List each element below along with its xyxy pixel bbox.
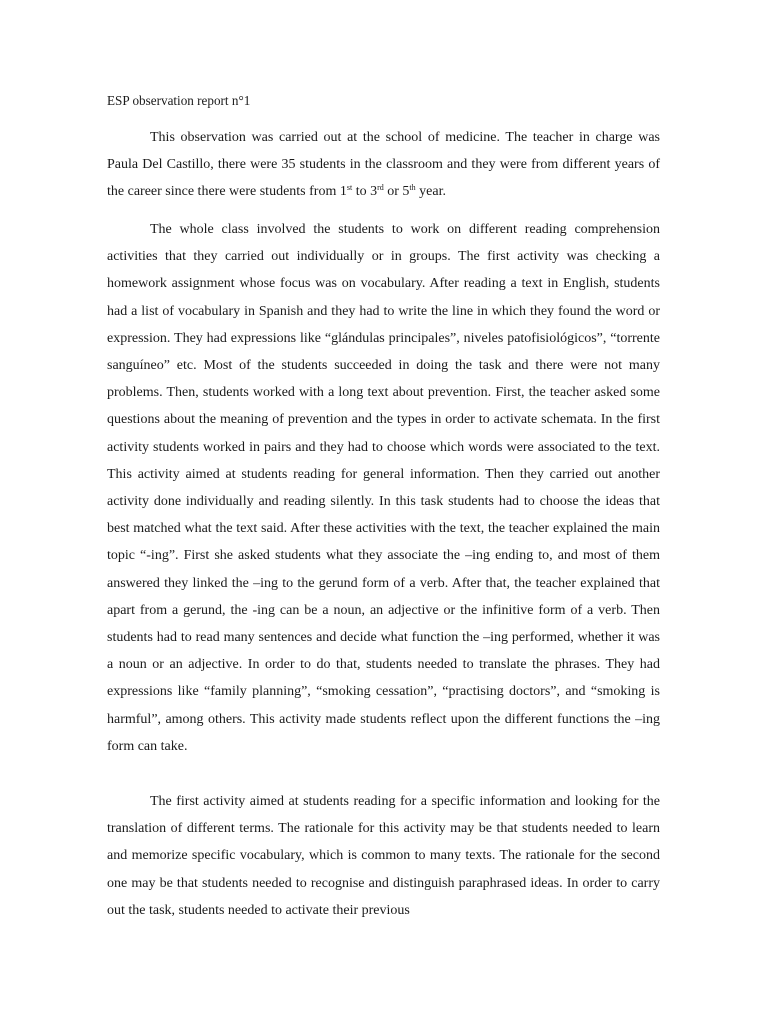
ordinal-suffix-fifth: th	[409, 183, 416, 193]
paragraph-1	[107, 124, 660, 206]
paragraph-3: The first activity aimed at students reading for a specific information and looking for the translation of different terms. The rationale for this activity may be that students needed to learn and memorize specific vocabulary, which is common to many texts. The rationale for the second one may be that students needed to recognise and distinguish paraphrased ideas. In order to carry out the task, students needed to activate their previous	[107, 794, 660, 918]
paragraph-1-text-a: This observation was carried out at the school of medicine. The teacher in charge was Paula Del Castillo, there were 35 students in the classroom and they were from different years of the career since there were students from 1	[107, 130, 660, 200]
ordinal-suffix-third: rd	[377, 183, 384, 193]
paragraph-2: The whole class involved the students to work on different reading comprehension activities that they carried out individually or in groups. The first activity was checking a homework assignment whose focus was on vocabulary. After reading a text in English, students had a list of vocabulary in Spanish and they had to write the line in which they found the word or expression. They had expressions like “glándulas principales”, niveles patofisiológicos”, “torrente sanguíneo” etc. Most of the students succeeded in doing the task and there were not many problems. Then, students worked with a long text about prevention. First, the teacher asked some questions about the meaning of prevention and the types in order to activate schemata. In the first activity students worked in pairs and they had to choose which words were associated to the text. This activity aimed at students reading for general information. Then they carried out another activity done individually and reading silently. In this task students had to choose the ideas that best matched what the text said. After these activities with the text, the teacher explained the main topic “-ing”. First she asked students what they associate the –ing ending to, and most of them answered they linked the –ing to the gerund form of a verb. After that, the teacher explained that apart from a gerund, the -ing can be a noun, an adjective or the infinitive form of a verb. Then students had to read many sentences and decide what function the –ing performed, whether it was a noun or an adjective. In order to do that, students needed to translate the phrases. They had expressions like “family planning”, “smoking cessation”, “practising doctors”, and “smoking is harmful”, among others. This activity made students reflect upon the different functions the –ing form can take.	[107, 222, 660, 754]
paragraph-1-text-c: or 5	[383, 184, 410, 200]
ordinal-suffix-first: st	[346, 183, 353, 193]
paragraph-1-text-b: to 3	[352, 184, 378, 200]
paragraph-1-text-d: year.	[415, 184, 446, 200]
document-title: ESP observation report n°1	[107, 94, 251, 109]
